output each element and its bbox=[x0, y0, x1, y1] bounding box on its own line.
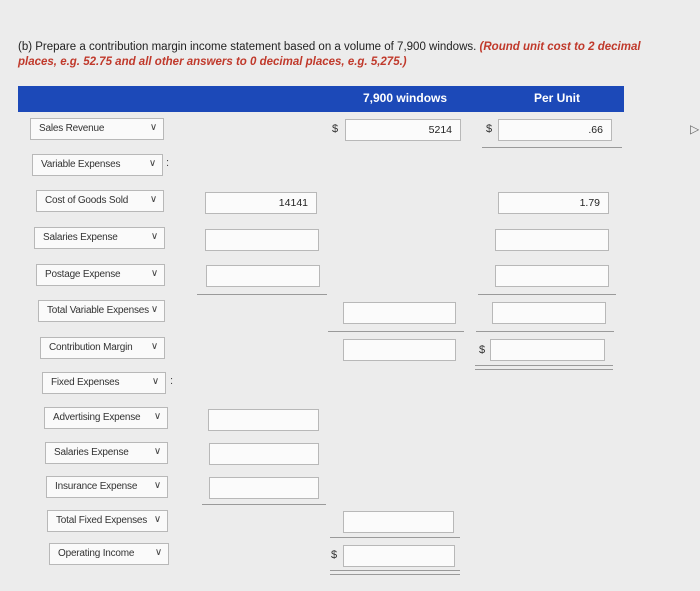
select-operating-income[interactable] bbox=[49, 543, 169, 565]
select-salaries-expense-fixed[interactable] bbox=[45, 442, 168, 464]
input-contribution-margin-per-unit[interactable] bbox=[490, 339, 605, 361]
chevron-down-icon: ∨ bbox=[153, 446, 161, 457]
input-cogs-per-unit[interactable]: 1.79 bbox=[498, 192, 609, 214]
select-contribution-margin[interactable] bbox=[40, 337, 165, 359]
input-salaries-expense-variable-per-unit[interactable] bbox=[495, 229, 609, 251]
chevron-down-icon: ∨ bbox=[150, 304, 158, 315]
chevron-down-icon: ∨ bbox=[150, 341, 158, 352]
dollar-sign: $ bbox=[332, 123, 339, 135]
input-postage-expense-amount[interactable] bbox=[206, 265, 320, 287]
chevron-down-icon: ∨ bbox=[154, 547, 162, 558]
double-underline bbox=[475, 365, 613, 370]
total-variable-expenses-label: Total Variable Expenses bbox=[47, 305, 149, 316]
input-cogs-amount[interactable]: 14141 bbox=[205, 192, 317, 214]
advertising-expense-label: Advertising Expense bbox=[53, 412, 141, 423]
chevron-down-icon: ∨ bbox=[153, 480, 161, 491]
input-advertising-expense-amount[interactable] bbox=[208, 409, 319, 431]
fixed-expenses-label: Fixed Expenses bbox=[51, 377, 120, 388]
input-contribution-margin-amount[interactable] bbox=[343, 339, 456, 361]
input-total-variable-expenses-amount[interactable] bbox=[343, 302, 456, 324]
chevron-down-icon: ∨ bbox=[150, 268, 158, 279]
rounding-instruction: (Round unit cost to 2 decimal places, e.g. 52.75 and all other answers to 0 decimal places, e.g. 5,275.) bbox=[18, 41, 641, 68]
colon: : bbox=[166, 157, 170, 169]
select-salaries-expense-variable[interactable] bbox=[34, 227, 165, 249]
insurance-expense-label: Insurance Expense bbox=[55, 481, 138, 492]
question-text bbox=[18, 40, 678, 70]
underline bbox=[202, 504, 326, 505]
dollar-sign: $ bbox=[486, 123, 493, 135]
salaries-expense-label: Salaries Expense bbox=[43, 232, 118, 243]
select-postage-expense[interactable] bbox=[36, 264, 165, 286]
sales-revenue-label: Sales Revenue bbox=[39, 123, 105, 134]
cogs-label: Cost of Goods Sold bbox=[45, 195, 129, 206]
chevron-down-icon: ∨ bbox=[149, 122, 157, 133]
chevron-down-icon: ∨ bbox=[153, 411, 161, 422]
salaries-expense-fixed-label: Salaries Expense bbox=[54, 447, 129, 458]
underline bbox=[476, 331, 614, 332]
input-total-variable-expenses-per-unit[interactable] bbox=[492, 302, 606, 324]
input-sales-revenue-total[interactable]: 5214 bbox=[345, 119, 461, 141]
underline bbox=[482, 147, 622, 148]
header-per-unit: Per Unit bbox=[534, 91, 581, 105]
input-salaries-expense-variable-amount[interactable] bbox=[205, 229, 319, 251]
chevron-down-icon: ∨ bbox=[153, 514, 161, 525]
select-cogs[interactable] bbox=[36, 190, 164, 212]
input-operating-income-amount[interactable] bbox=[343, 545, 455, 567]
chevron-down-icon: ∨ bbox=[151, 376, 159, 387]
chevron-down-icon: ∨ bbox=[148, 158, 156, 169]
select-insurance-expense[interactable] bbox=[46, 476, 168, 498]
input-sales-revenue-per-unit[interactable]: .66 bbox=[498, 119, 612, 141]
select-fixed-expenses[interactable] bbox=[42, 372, 166, 394]
underline bbox=[330, 537, 460, 538]
header-volume: 7,900 windows bbox=[363, 91, 448, 105]
table-header-bar bbox=[18, 86, 624, 112]
question-lead: (b) Prepare a contribution margin income statement based on a volume of 7,900 windows. bbox=[18, 41, 477, 53]
dollar-sign: $ bbox=[479, 344, 486, 356]
total-fixed-expenses-label: Total Fixed Expenses bbox=[56, 515, 148, 526]
chevron-down-icon: ∨ bbox=[150, 231, 158, 242]
underline bbox=[197, 294, 327, 295]
chevron-down-icon: ∨ bbox=[149, 194, 157, 205]
select-variable-expenses[interactable] bbox=[32, 154, 163, 176]
variable-expenses-label: Variable Expenses bbox=[41, 159, 121, 170]
colon: : bbox=[170, 375, 174, 387]
underline bbox=[478, 294, 616, 295]
select-advertising-expense[interactable] bbox=[44, 407, 168, 429]
input-salaries-expense-fixed-amount[interactable] bbox=[209, 443, 319, 465]
select-total-fixed-expenses[interactable] bbox=[47, 510, 168, 532]
select-sales-revenue[interactable] bbox=[30, 118, 164, 140]
bookmark-icon[interactable]: ▷ bbox=[690, 122, 700, 136]
input-postage-expense-per-unit[interactable] bbox=[495, 265, 609, 287]
postage-expense-label: Postage Expense bbox=[45, 269, 121, 280]
select-total-variable-expenses[interactable] bbox=[38, 300, 165, 322]
input-total-fixed-expenses-amount[interactable] bbox=[343, 511, 454, 533]
contribution-margin-label: Contribution Margin bbox=[49, 342, 133, 353]
operating-income-label: Operating Income bbox=[58, 548, 135, 559]
double-underline bbox=[330, 570, 460, 575]
input-insurance-expense-amount[interactable] bbox=[209, 477, 319, 499]
underline bbox=[328, 331, 464, 332]
dollar-sign: $ bbox=[331, 549, 338, 561]
